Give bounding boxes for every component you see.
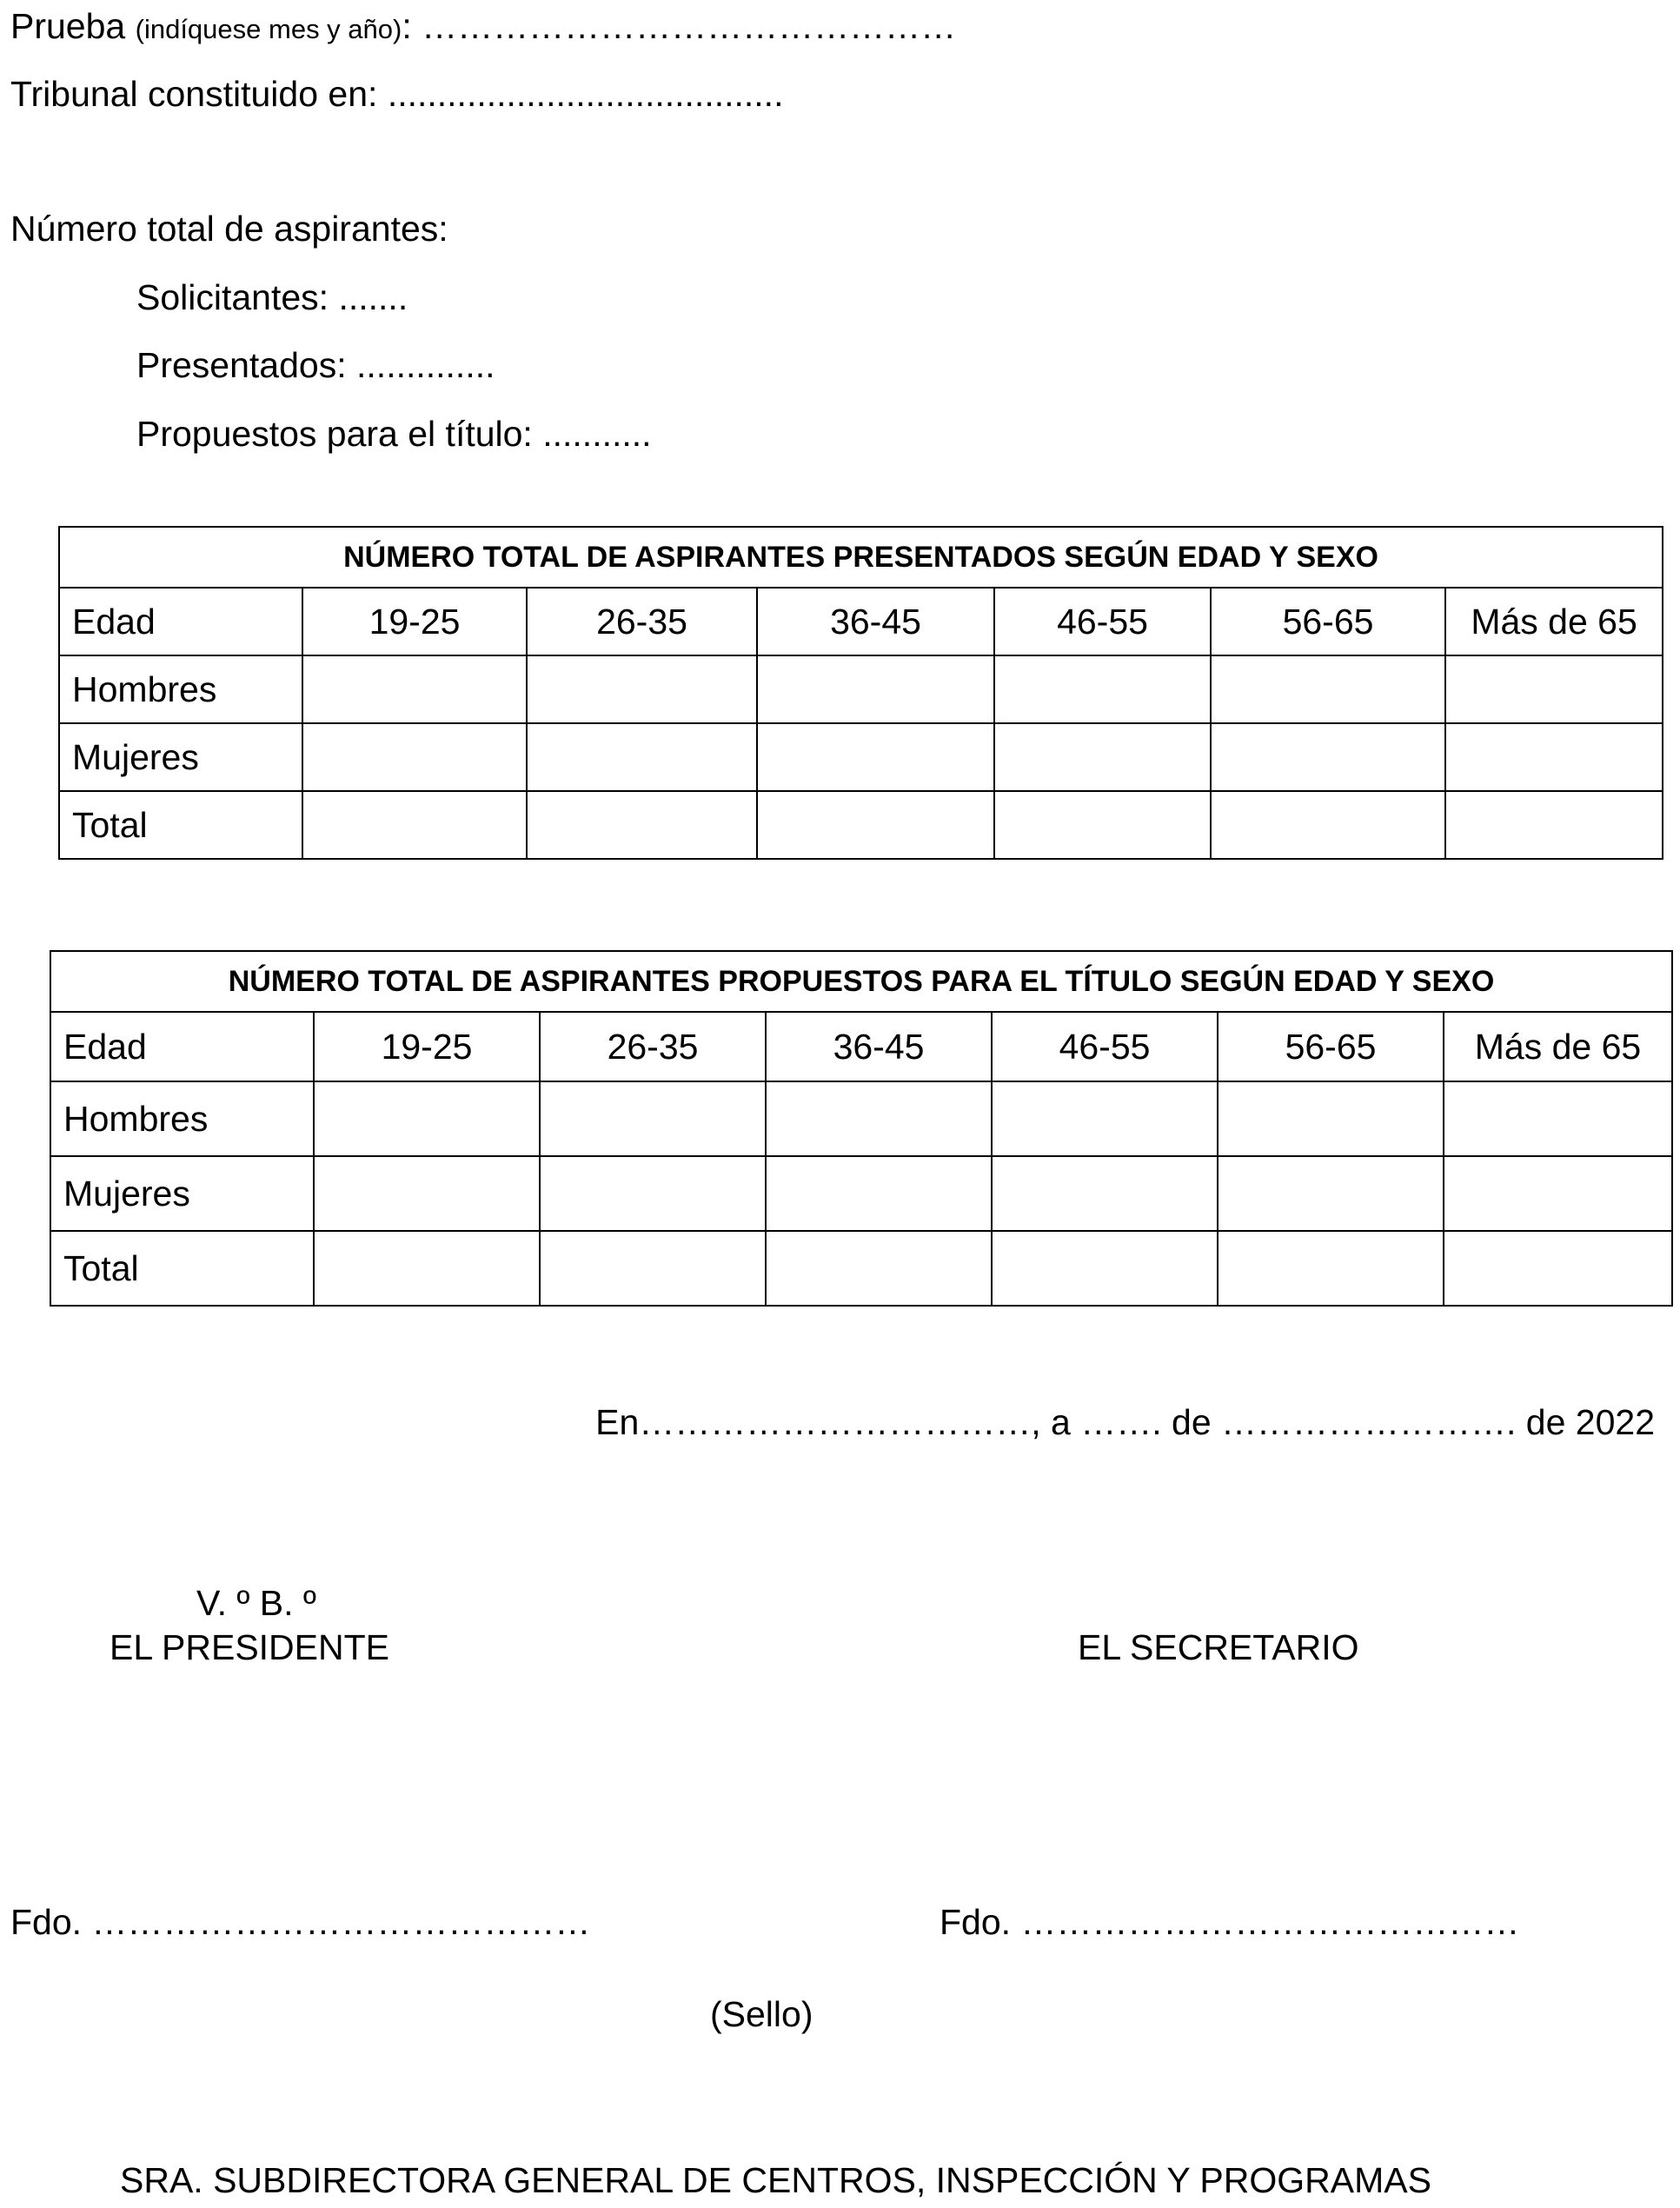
table-cell[interactable] <box>766 1156 992 1231</box>
row-label-hombres: Hombres <box>59 655 302 723</box>
prueba-dots: ……………………………………… <box>422 6 957 46</box>
propuestos-line <box>136 416 652 452</box>
age-range-header: 46-55 <box>994 588 1211 655</box>
table-cell[interactable] <box>1211 791 1445 859</box>
table-cell[interactable] <box>1445 723 1663 791</box>
propuestos-label: Propuestos para el título: <box>136 414 533 454</box>
row-label-hombres: Hombres <box>50 1081 314 1156</box>
table-cell[interactable] <box>1444 1081 1672 1156</box>
secretary-label: EL SECRETARIO <box>1078 1627 1359 1667</box>
date-line: En……………………………, a ……. de ……………………. de 2022 <box>595 1402 1655 1442</box>
table-cell[interactable] <box>314 1231 540 1306</box>
table-cell[interactable] <box>766 1231 992 1306</box>
table-cell[interactable] <box>994 791 1211 859</box>
age-range-header: 46-55 <box>992 1012 1218 1081</box>
table-cell[interactable] <box>314 1156 540 1231</box>
age-label: Edad <box>50 1012 314 1081</box>
fdo-secretary: Fdo. …………………………………… <box>940 1902 1520 1942</box>
table-cell[interactable] <box>757 655 994 723</box>
seal-label: (Sello) <box>710 1994 813 2034</box>
table-cell[interactable] <box>766 1081 992 1156</box>
table-cell[interactable] <box>1444 1156 1672 1231</box>
age-range-header: 56-65 <box>1218 1012 1444 1081</box>
table-cell[interactable] <box>1444 1231 1672 1306</box>
table-cell[interactable] <box>527 723 757 791</box>
solicitantes-dots: ....... <box>338 277 408 317</box>
table-cell[interactable] <box>1218 1081 1444 1156</box>
age-range-header: Más de 65 <box>1444 1012 1672 1081</box>
table-cell[interactable] <box>302 791 527 859</box>
table-cell[interactable] <box>540 1231 766 1306</box>
table-cell[interactable] <box>540 1156 766 1231</box>
age-range-header: 56-65 <box>1211 588 1445 655</box>
table-cell[interactable] <box>994 655 1211 723</box>
prueba-colon: : <box>402 6 412 46</box>
table-cell[interactable] <box>302 655 527 723</box>
table-cell[interactable] <box>1445 791 1663 859</box>
presentados-table <box>58 526 1663 860</box>
table-cell[interactable] <box>527 791 757 859</box>
age-range-header: 19-25 <box>302 588 527 655</box>
prueba-label: Prueba <box>10 6 126 46</box>
age-range-header: 36-45 <box>766 1012 992 1081</box>
table-cell[interactable] <box>314 1081 540 1156</box>
table-cell[interactable] <box>757 723 994 791</box>
table-cell[interactable] <box>302 723 527 791</box>
addressee: SRA. SUBDIRECTORA GENERAL DE CENTROS, INSPECCIÓN Y PROGRAMAS <box>120 2160 1431 2200</box>
table-cell[interactable] <box>527 655 757 723</box>
table-cell[interactable] <box>1218 1156 1444 1231</box>
age-range-header: 26-35 <box>540 1012 766 1081</box>
table-cell[interactable] <box>757 791 994 859</box>
presentados-line <box>136 345 495 385</box>
presentados-label: Presentados: <box>136 345 347 385</box>
table-cell[interactable] <box>992 1231 1218 1306</box>
table-title: NÚMERO TOTAL DE ASPIRANTES PROPUESTOS PARA EL TÍTULO SEGÚN EDAD Y SEXO <box>50 951 1672 1012</box>
age-label: Edad <box>59 588 302 655</box>
table-cell[interactable] <box>1211 723 1445 791</box>
table-cell[interactable] <box>1218 1231 1444 1306</box>
table-title: NÚMERO TOTAL DE ASPIRANTES PRESENTADOS SEGÚN EDAD Y SEXO <box>59 527 1663 588</box>
age-range-header: 19-25 <box>314 1012 540 1081</box>
age-range-header: 36-45 <box>757 588 994 655</box>
fdo-president: Fdo. …………………………………… <box>10 1902 591 1942</box>
prueba-hint: (indíquese mes y año) <box>135 14 402 44</box>
presentados-dots: .............. <box>356 345 495 385</box>
table-cell[interactable] <box>540 1081 766 1156</box>
president-label: EL PRESIDENTE <box>110 1627 390 1667</box>
row-label-total: Total <box>59 791 302 859</box>
row-label-mujeres: Mujeres <box>50 1156 314 1231</box>
total-aspirantes-heading: Número total de aspirantes: <box>10 209 448 249</box>
propuestos-table <box>50 950 1673 1307</box>
tribunal-dots: ........................................ <box>387 74 784 114</box>
solicitantes-line <box>136 277 408 317</box>
row-label-total: Total <box>50 1231 314 1306</box>
vobo-label: V. º B. º <box>196 1583 316 1623</box>
table-cell[interactable] <box>994 723 1211 791</box>
solicitantes-label: Solicitantes: <box>136 277 329 317</box>
table-cell[interactable] <box>992 1156 1218 1231</box>
propuestos-dots: ........... <box>542 414 652 454</box>
table-cell[interactable] <box>1445 655 1663 723</box>
table-cell[interactable] <box>992 1081 1218 1156</box>
tribunal-line <box>10 76 783 112</box>
table-cell[interactable] <box>1211 655 1445 723</box>
age-range-header: Más de 65 <box>1445 588 1663 655</box>
prueba-line <box>10 6 957 46</box>
row-label-mujeres: Mujeres <box>59 723 302 791</box>
tribunal-label: Tribunal constituido en: <box>10 74 378 114</box>
age-range-header: 26-35 <box>527 588 757 655</box>
